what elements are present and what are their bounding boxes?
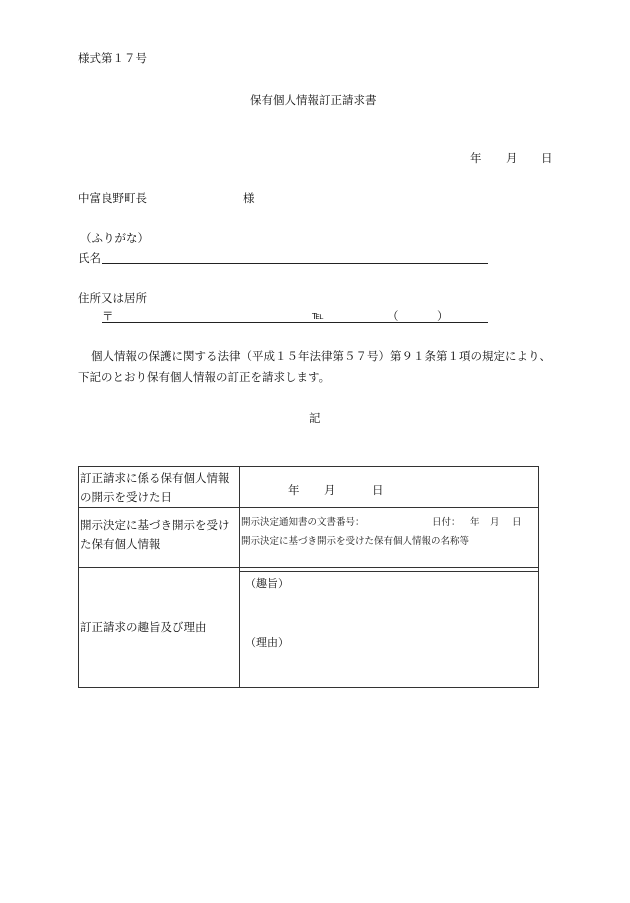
name-label: 氏名	[78, 251, 101, 265]
row1-year: 年	[288, 483, 300, 497]
row3-purpose: （趣旨）	[245, 577, 289, 590]
row2-info-name: 開示決定に基づき開示を受けた保有個人情報の名称等	[241, 536, 470, 547]
row2-label: 開示決定に基づき開示を受けた保有個人情報	[79, 508, 240, 568]
date-day: 日	[541, 151, 553, 165]
ki-heading: 記	[309, 411, 321, 425]
date-month: 月	[506, 151, 518, 165]
page-title: 保有個人情報訂正請求書	[250, 93, 377, 107]
row3-value[interactable]	[240, 568, 539, 688]
tel-mark: ℡	[312, 309, 324, 322]
row3-reason: （理由）	[245, 636, 289, 649]
addressee-suffix: 様	[243, 191, 255, 205]
row1-month: 月	[324, 483, 336, 497]
row2-month: 月	[490, 517, 500, 528]
body-text-line1: 個人情報の保護に関する法律（平成１５年法律第５７号）第９１条第１項の規定により、	[91, 349, 551, 363]
address-label: 住所又は居所	[78, 291, 147, 305]
row2-day: 日	[512, 517, 522, 528]
row2-value[interactable]	[240, 508, 539, 568]
row-disclosure-date	[79, 467, 539, 508]
row1-day: 日	[372, 483, 384, 497]
form-number: 様式第１７号	[78, 51, 147, 65]
addressee-name: 中富良野町長	[78, 191, 147, 205]
furigana-label: （ふりがな）	[80, 231, 149, 245]
row2-date-label: 日付：	[432, 517, 461, 528]
double-rule	[240, 571, 538, 572]
row2-notice-number: 開示決定通知書の文書番号：	[241, 517, 365, 528]
body-text-line2: 下記のとおり保有個人情報の訂正を請求します。	[78, 370, 331, 384]
row1-label: 訂正請求に係る保有個人情報の開示を受けた日	[79, 467, 240, 508]
address-field-line[interactable]	[102, 322, 488, 323]
row-disclosed-info	[79, 508, 539, 568]
row3-label: 訂正請求の趣旨及び理由	[79, 568, 240, 688]
postal-mark: 〒	[102, 309, 114, 323]
row2-year: 年	[470, 517, 480, 528]
name-field-line[interactable]	[102, 263, 488, 264]
tel-paren-close: ）	[437, 309, 449, 323]
date-year: 年	[470, 151, 482, 165]
request-table	[78, 466, 539, 688]
tel-paren-open: （	[387, 309, 399, 323]
row1-value[interactable]	[240, 467, 539, 508]
row-purpose-reason	[79, 568, 539, 688]
